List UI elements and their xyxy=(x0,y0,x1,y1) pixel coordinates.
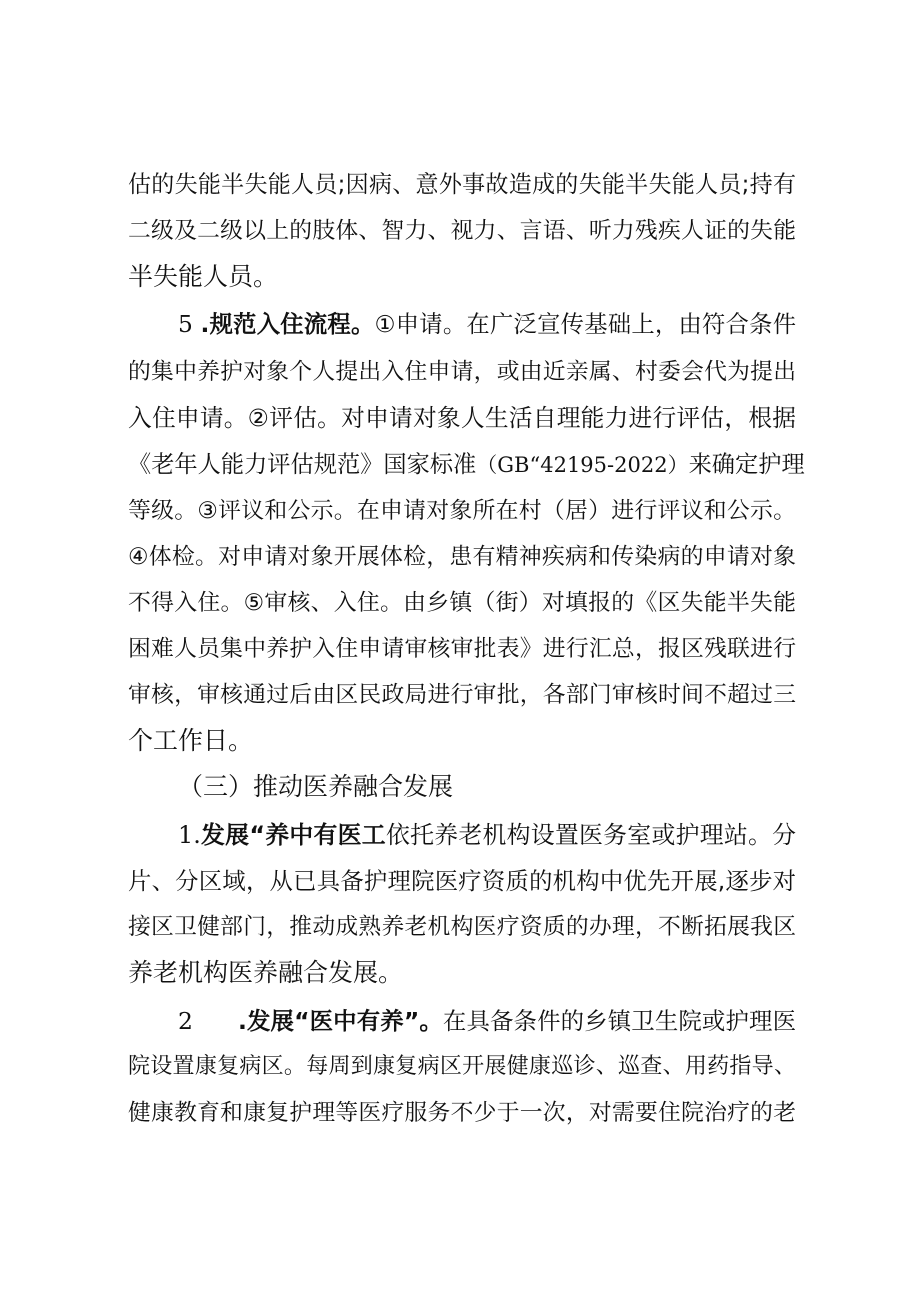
text-line xyxy=(128,1094,796,1132)
item-2-first-line xyxy=(178,1002,796,1040)
text-span: 接区卫健部门，推动成熟养老机构医疗资质的办理，不断拓展我区 xyxy=(128,914,796,940)
item-heading: .发展“医中有养”。 xyxy=(238,1007,443,1035)
text-span: 依托养老机构设置医务室或护理站。分 xyxy=(385,821,796,849)
text-line xyxy=(128,446,805,484)
text-line xyxy=(128,212,796,250)
standard-code: （GB“42195-2022） xyxy=(476,453,689,477)
item-1-first-line xyxy=(178,816,796,854)
text-span: 在具备条件的乡镇卫生院或护理医 xyxy=(442,1007,797,1035)
text-line xyxy=(128,166,796,204)
text-span: 半失能人员。 xyxy=(128,262,279,291)
text-line xyxy=(128,908,796,946)
text-line xyxy=(128,954,796,992)
text-span: ①申请。在广泛宣传基础上，由符合条件 xyxy=(374,311,796,338)
item-heading: .规范入住流程。 xyxy=(200,311,375,338)
text-span: 不得入住。⑤审核、入住。由乡镇（街）对填报的《区失能半失能 xyxy=(128,590,796,616)
item-number: 5 xyxy=(178,311,193,338)
text-span: 个工作日。 xyxy=(128,726,254,755)
text-line xyxy=(128,538,796,576)
item-heading: 发展“养中有医工 xyxy=(200,821,386,849)
text-span: 二级及二级以上的肢体、智力、视力、言语、听力残疾人证的失能 xyxy=(128,218,796,244)
text-span: 片、分区域，从已具备护理院医疗资质的机构中优先开展,逐步对 xyxy=(128,867,796,895)
text-line xyxy=(128,492,796,530)
text-span: ④体检。对申请对象开展体检，患有精神疾病和传染病的申请对象 xyxy=(128,544,796,570)
text-span: 困难人员集中养护入住申请审核审批表》进行汇总，报区残联进行 xyxy=(128,636,796,662)
text-line xyxy=(128,353,796,391)
text-span: 《老年人能力评估规范》国家标准 xyxy=(128,451,477,478)
text-line xyxy=(128,584,796,622)
text-line xyxy=(128,399,796,437)
text-span: 估的失能半失能人员;因病、意外事故造成的失能半失能人员;持有 xyxy=(128,172,796,198)
item-number: 2 xyxy=(178,1007,193,1035)
section-title: （三）推动医养融合发展 xyxy=(178,772,454,801)
text-span: 养老机构医养融合发展。 xyxy=(128,958,404,987)
text-line xyxy=(128,862,796,900)
text-line xyxy=(128,1048,796,1086)
text-line xyxy=(128,630,796,668)
text-span: 等级。③评议和公示。在申请对象所在村（居）进行评议和公示。 xyxy=(128,498,796,524)
text-span: 的集中养护对象个人提出入住申请，或由近亲属、村委会代为提出 xyxy=(128,359,796,385)
text-line xyxy=(128,258,796,296)
text-line xyxy=(128,676,796,714)
text-span: 审核，审核通过后由区民政局进行审批，各部门审核时间不超过三 xyxy=(128,682,796,708)
text-span: 院设置康复病区。每周到康复病区开展健康巡诊、巡查、用药指导、 xyxy=(128,1054,796,1079)
text-span: 健康教育和康复护理等医疗服务不少于一次，对需要住院治疗的老 xyxy=(128,1100,796,1126)
section-heading xyxy=(178,768,796,806)
item-number: 1. xyxy=(178,821,201,849)
text-line xyxy=(128,722,796,760)
text-span: 来确定护理 xyxy=(688,451,805,478)
item-5-first-line xyxy=(178,306,796,344)
text-span: 入住申请。②评估。对申请对象人生活自理能力进行评估，根据 xyxy=(128,404,796,432)
